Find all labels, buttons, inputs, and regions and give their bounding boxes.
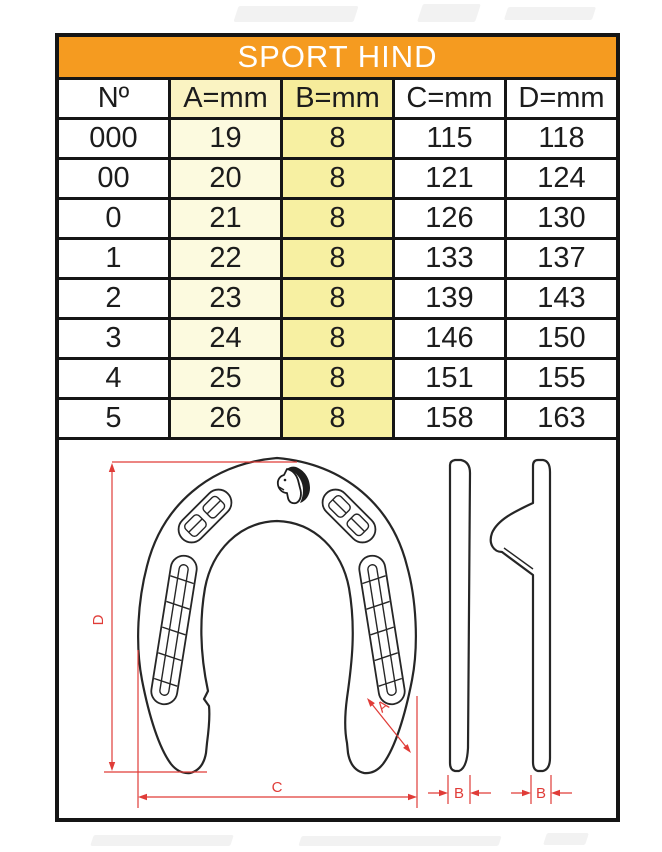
table-cell: 8 xyxy=(283,120,392,157)
technical-drawing xyxy=(59,440,616,818)
table-cell: 133 xyxy=(395,240,504,277)
table-cell: 115 xyxy=(395,120,504,157)
table-cell: 23 xyxy=(171,280,280,317)
table-row xyxy=(59,160,616,197)
horseshoe-front-view xyxy=(138,458,416,773)
table-cell: 121 xyxy=(395,160,504,197)
table-cell: 1 xyxy=(59,240,168,277)
table-cell: 5 xyxy=(59,400,168,437)
scan-artifact xyxy=(543,833,589,845)
table-row xyxy=(59,400,616,437)
scan-artifact xyxy=(233,6,358,22)
table-cell: 8 xyxy=(283,320,392,357)
horseshoe-drawing-svg xyxy=(59,440,616,818)
table-cell: 8 xyxy=(283,360,392,397)
dimension-label-b-left: B xyxy=(453,785,465,802)
scan-artifact xyxy=(504,7,596,20)
table-row xyxy=(59,120,616,157)
table-cell: 118 xyxy=(507,120,616,157)
table-cell: 3 xyxy=(59,320,168,357)
table-cell: 2 xyxy=(59,280,168,317)
table-cell: 4 xyxy=(59,360,168,397)
table-cell: 155 xyxy=(507,360,616,397)
table-row xyxy=(59,240,616,277)
table-cell: 146 xyxy=(395,320,504,357)
table-cell: 143 xyxy=(507,280,616,317)
table-cell: 000 xyxy=(59,120,168,157)
dimension-label-b-right: B xyxy=(535,785,547,802)
table-cell: 150 xyxy=(507,320,616,357)
table-cell: 8 xyxy=(283,160,392,197)
table-header-row xyxy=(59,80,616,117)
table-cell: 8 xyxy=(283,240,392,277)
column-header-number: Nº xyxy=(59,80,168,117)
table-cell: 21 xyxy=(171,200,280,237)
scan-artifact xyxy=(298,836,501,846)
side-view-plain xyxy=(450,460,470,771)
table-cell: 22 xyxy=(171,240,280,277)
table-cell: 19 xyxy=(171,120,280,157)
table-cell: 151 xyxy=(395,360,504,397)
table-cell: 24 xyxy=(171,320,280,357)
table-cell: 163 xyxy=(507,400,616,437)
table-cell: 20 xyxy=(171,160,280,197)
table-cell: 8 xyxy=(283,400,392,437)
column-header-d: D=mm xyxy=(507,80,616,117)
table-cell: 0 xyxy=(59,200,168,237)
table-cell: 124 xyxy=(507,160,616,197)
scan-artifact xyxy=(90,835,234,846)
column-header-c: C=mm xyxy=(395,80,504,117)
table-title: SPORT HIND xyxy=(59,37,616,77)
table-cell: 25 xyxy=(171,360,280,397)
column-header-a: A=mm xyxy=(171,80,280,117)
table-cell: 8 xyxy=(283,200,392,237)
dimension-label-d: D xyxy=(90,614,107,626)
table-cell: 130 xyxy=(507,200,616,237)
dimension-label-c: C xyxy=(271,779,283,796)
size-table xyxy=(55,33,620,822)
table-row xyxy=(59,360,616,397)
column-header-b: B=mm xyxy=(283,80,392,117)
table-cell: 137 xyxy=(507,240,616,277)
table-cell: 158 xyxy=(395,400,504,437)
table-cell: 139 xyxy=(395,280,504,317)
table-row xyxy=(59,280,616,317)
side-view-clip xyxy=(491,460,550,771)
table-cell: 00 xyxy=(59,160,168,197)
table-cell: 26 xyxy=(171,400,280,437)
table-cell: 126 xyxy=(395,200,504,237)
table-cell: 8 xyxy=(283,280,392,317)
table-row xyxy=(59,200,616,237)
table-row xyxy=(59,320,616,357)
scan-artifact xyxy=(417,4,481,22)
dimension-label-a: A xyxy=(374,696,393,717)
